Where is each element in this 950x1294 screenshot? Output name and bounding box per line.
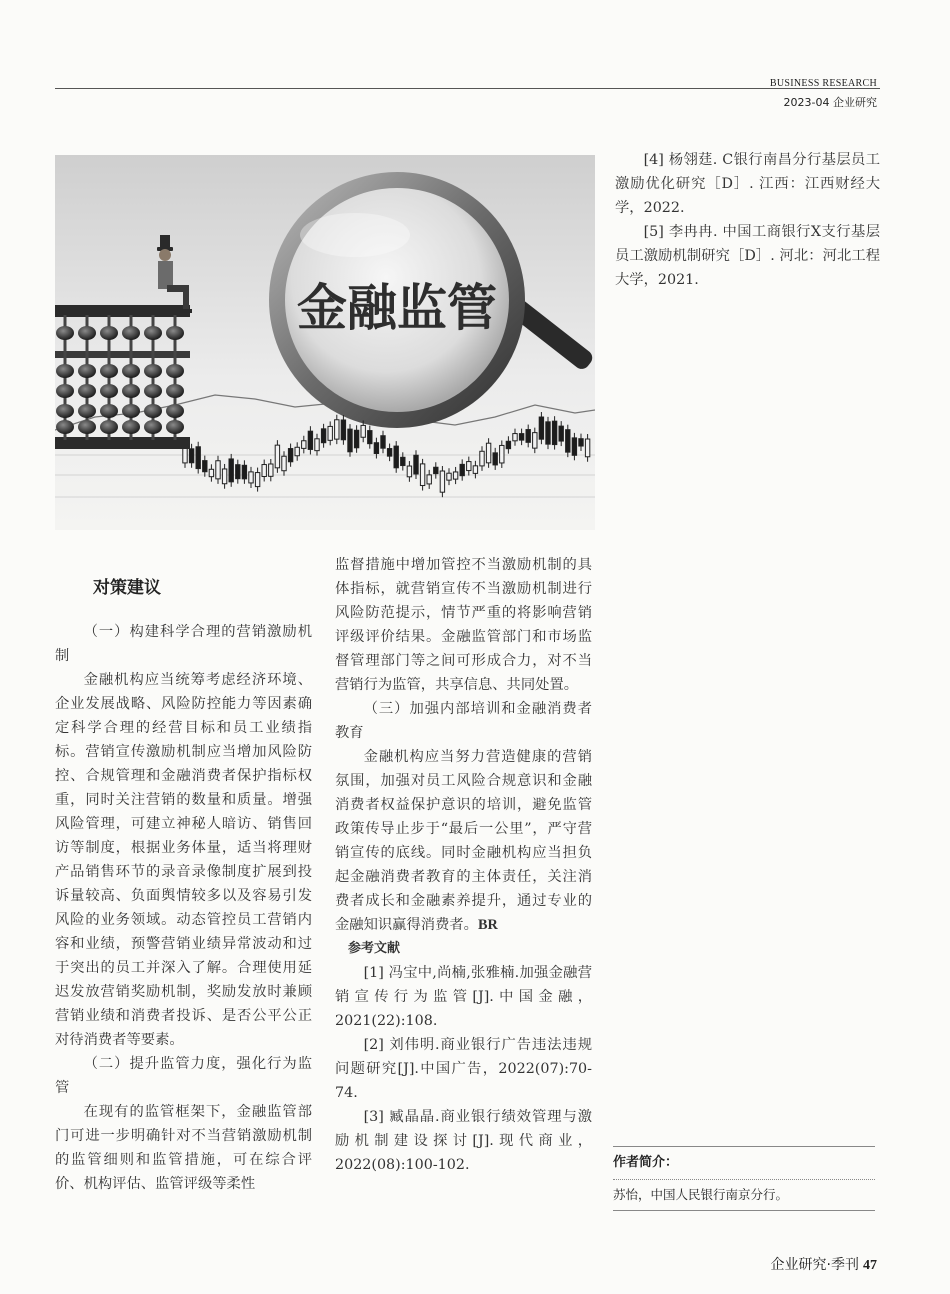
end-mark: BR: [477, 917, 498, 933]
section-title: 对策建议: [93, 578, 161, 598]
page-footer: [771, 1254, 877, 1274]
reference-item: [1] 冯宝中,尚楠,张雅楠.加强金融营销宣传行为监管[J].中国金融，2021(22):108.: [335, 965, 592, 1029]
references-title: 参考文献: [348, 941, 401, 956]
page-number: 47: [863, 1258, 877, 1273]
paragraph-2-continued: 监督措施中增加管控不当激励机制的具体指标，就营销宣传不当激励机制进行风险防范提示，情节严重的将影响营销评级评价结果。金融监管部门和市场监督管理部门等之间可形成合力，对不当营销行为监管，共享信息、共同处置。: [335, 557, 592, 693]
paragraph-1: 金融机构应当统筹考虑经济环境、企业发展战略、风险防控能力等因素确定科学合理的经营目标和员工业绩指标。营销宣传激励机制应当增加风险防控、合规管理和金融消费者保护指标权重，同时关注营销的数量和质量。增强风险管理，可建立神秘人暗访、销售回访等制度，根据业务体量，适当将理财产品销售环节的录音录像制度扩展到投诉量较高、负面舆情较多以及容易引发风险的业务领域。动态管控员工营销内容和业绩，预警营销业绩异常波动和过于突出的员工并深入了解。合理使用延迟发放营销奖励机制，奖励发放时兼顾营销业绩和消费者投诉、是否公平公正对待消费者等要素。: [55, 672, 312, 1048]
divider: [613, 1210, 875, 1211]
reference-item: [3] 臧晶晶.商业银行绩效管理与激励机制建设探讨[J].现代商业，2022(08):100-102.: [335, 1109, 592, 1173]
author-text: 苏怡，中国人民银行南京分行。: [613, 1187, 789, 1202]
journal-english-name: BUSINESS RESEARCH: [769, 78, 877, 89]
reference-item: [2] 刘伟明.商业银行广告违法违规问题研究[J].中国广告，2022(07):70-74.: [335, 1037, 592, 1101]
subheading-2: （二）提升监管力度，强化行为监管: [55, 1056, 312, 1096]
paragraph-3-text: 金融机构应当努力营造健康的营销氛围，加强对员工风险合规意识和金融消费者权益保护意识的培训，避免监管政策传导止步于“最后一公里”，严守营销宣传的底线。同时金融机构应当担负起金融消费者教育的主体责任，关注消费者成长和金融素养提升，通过专业的金融知识赢得消费者。: [335, 749, 592, 933]
reference-item: [4] 杨翎莛. C银行南昌分行基层员工激励优化研究［D］. 江西：江西财经大学，2022.: [615, 152, 880, 216]
middle-column: [335, 553, 592, 1177]
header-rule: [55, 88, 880, 89]
right-column: [615, 148, 880, 292]
footer-journal: 企业研究·季刊: [770, 1257, 859, 1273]
paragraph-3: [335, 745, 592, 937]
author-info-box: [613, 1146, 875, 1211]
subheading-1: （一）构建科学合理的营销激励机制: [55, 624, 312, 664]
reference-item: [5] 李冉冉. 中国工商银行X支行基层员工激励机制研究［D］. 河北：河北工程大学，2021.: [615, 224, 880, 288]
paragraph-2-start: 在现有的监管框架下，金融监管部门可进一步明确针对不当营销激励机制的监管细则和监管措施，可在综合评价、机构评估、监管评级等柔性: [55, 1104, 312, 1192]
left-column: [55, 578, 312, 1196]
issue-label: 2023-04 企业研究: [783, 96, 877, 109]
financial-regulation-illustration: [55, 155, 595, 530]
magnifier-text: 金融监管: [297, 279, 497, 337]
subheading-3: （三）加强内部培训和金融消费者教育: [335, 701, 592, 741]
author-label: 作者简介：: [613, 1155, 679, 1170]
